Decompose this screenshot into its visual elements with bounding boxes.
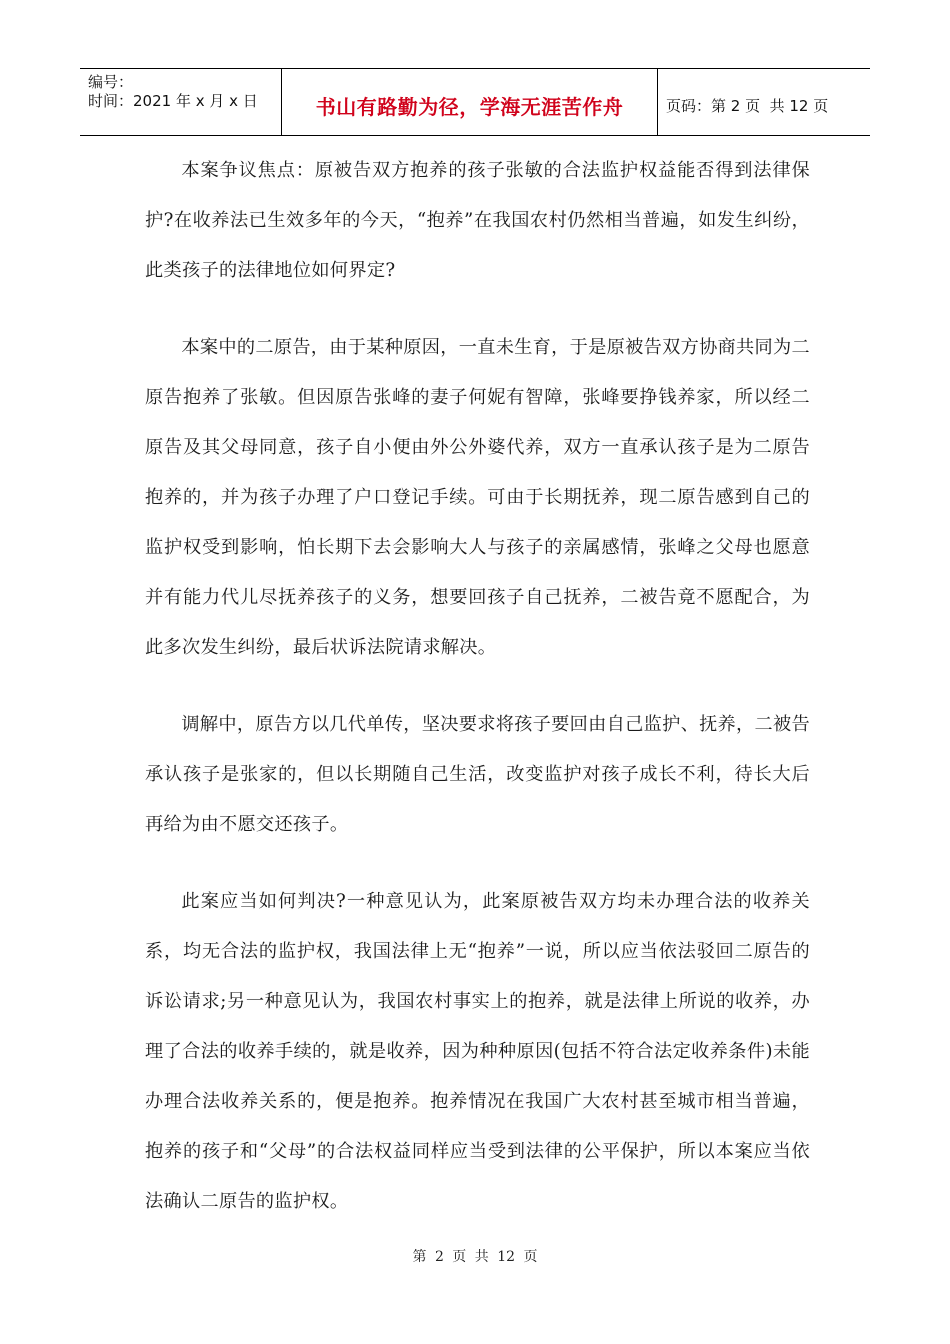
paragraph-dispute-focus: 本案争议焦点：原被告双方抱养的孩子张敏的合法监护权益能否得到法律保护?在收养法已生效多年的今天，“抱养”在我国农村仍然相当普遍，如发生纠纷，此类孩子的法律地位如何界定? — [145, 160, 810, 281]
header-meta-cell — [80, 69, 282, 135]
header-motto: 书山有路勤为径，学海无涯苦作舟 — [315, 94, 624, 119]
paragraph-case-facts: 本案中的二原告，由于某种原因，一直未生育，于是原被告双方协商共同为二原告抱养了张敏。但因原告张峰的妻子何妮有智障，张峰要挣钱养家，所以经二原告及其父母同意，孩子自小便由外公外婆代养，双方一直承认孩子是为二原告抱养的，并为孩子办理了户口登记手续。可由于长期抚养，现二原告感到自己的监护权受到影响，怕长期下去会影响大人与孩子的亲属感情，张峰之父母也愿意并有能力代儿尽抚养孩子的义务，想要回孩子自己抚养，二被告竟不愿配合，为此多次发生纠纷，最后状诉法院请求解决。 — [145, 337, 810, 658]
paragraph-judgment-opinions: 此案应当如何判决?一种意见认为，此案原被告双方均未办理合法的收养关系，均无合法的监护权，我国法律上无“抱养”一说，所以应当依法驳回二原告的诉讼请求;另一种意见认为，我国农村事实上的抱养，就是法律上所说的收养，办理了合法的收养手续的，就是收养，因为种种原因(包括不符合法定收养条件)未能办理合法收养关系的，便是抱养。抱养情况在我国广大农村甚至城市相当普遍，抱养的孩子和“父母”的合法权益同样应当受到法律的公平保护，所以本案应当依法确认二原告的监护权。 — [145, 891, 810, 1212]
page-footer: 第 2 页 共 12 页 — [412, 1249, 538, 1265]
document-body — [145, 146, 810, 1254]
header-motto-cell — [282, 69, 658, 135]
header-page-cell — [658, 69, 870, 135]
paragraph-mediation: 调解中，原告方以几代单传，坚决要求将孩子要回由自己监护、抚养，二被告承认孩子是张家的，但以长期随自己生活，改变监护对孩子成长不利，待长大后再给为由不愿交还孩子。 — [145, 714, 810, 835]
page-header — [80, 68, 870, 136]
document-time-label: 时间：2021 年 x 月 x 日 — [88, 92, 258, 110]
document-number-label: 编号： — [88, 73, 134, 91]
header-page-info: 页码：第 2 页 共 12 页 — [666, 96, 829, 115]
